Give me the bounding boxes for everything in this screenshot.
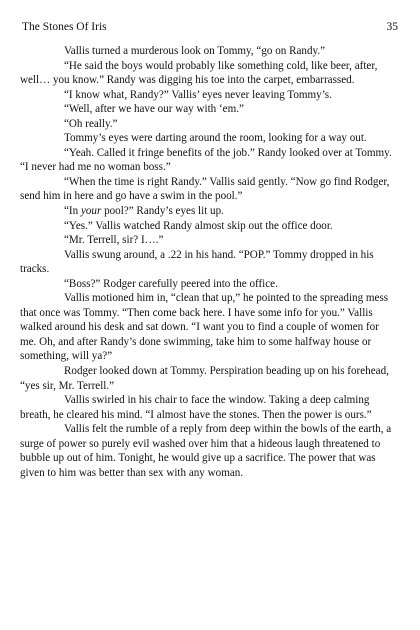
paragraph: “When the time is right Randy.” Vallis said gently. “Now go find Rodger, send him in here and go have a swim in the pool.” [20,175,390,203]
paragraph: “Mr. Terrell, sir? I….” [64,234,164,247]
paragraph: “Well, after we have our way with ‘em.” [64,103,244,116]
paragraph: Tommy’s eyes were darting around the room, looking for a way out. [64,132,367,145]
body-text [20,44,392,480]
emphasis: your [80,205,102,218]
paragraph: Vallis swirled in his chair to face the window. Taking a deep calming breath, he cleared his mind. “I almost have the stones. Then the power is ours.” [20,394,372,421]
paragraph: “He said the boys would probably like something cold, like beer, after, well… you know.” Randy was digging his toe into the carpet, embarrassed. [20,59,378,87]
paragraph: “Oh really.” [64,117,118,130]
paragraph: Vallis swung around, a .22 in his hand. “POP.” Tommy dropped in his tracks. [20,248,374,276]
paragraph: Vallis turned a murderous look on Tommy, “go on Randy.” [64,45,326,57]
paragraph: Vallis felt the rumble of a reply from deep within the bowls of the earth, a surge of power so purely evil washed over him that a hideous laugh threatened to bubble up out of him. Tonight, he would give up a sacrifice. The power that was given to him was better than sex with any woman. [20,423,392,479]
paragraph: “Boss?” Rodger carefully peered into the office. [64,277,278,290]
running-header [22,20,398,34]
paragraph: “Yes.” Vallis watched Randy almost skip out the office door. [64,219,333,232]
page-number: 35 [386,21,398,33]
running-header-title: The Stones Of Iris [22,21,107,33]
paragraph: “Yeah. Called it fringe benefits of the job.” Randy looked over at Tommy. “I never had me no woman boss.” [20,146,392,174]
paragraph: “I know what, Randy?” Vallis’ eyes never leaving Tommy’s. [64,88,332,101]
paragraph: Rodger looked down at Tommy. Perspiration beading up on his forehead, “yes sir, Mr. Terrell.” [20,365,389,392]
paragraph: “In your pool?” Randy’s eyes lit up. [64,205,224,218]
paragraph: Vallis motioned him in, “clean that up,” he pointed to the spreading mess that once was Tommy. “Then come back here. I have some info for you.” Vallis walked around his desk and sat down. “I want you to find a couple of women for me. Oh, and after Randy’s done swimming, take him to some halfway house or something, will ya?” [20,292,389,363]
